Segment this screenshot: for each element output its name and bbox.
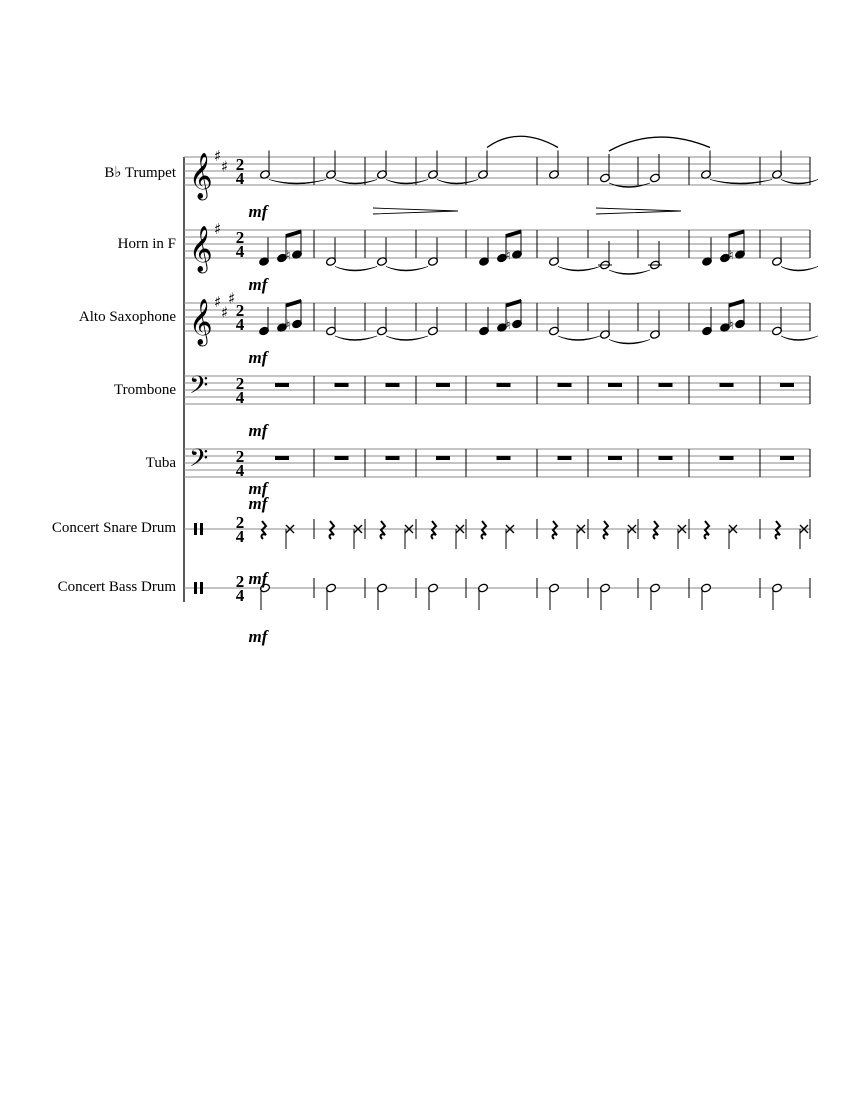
staff-label-trombone: Trombone <box>114 382 176 398</box>
quarter-rest-icon <box>553 521 557 539</box>
staff-label-snare-drum: Concert Snare Drum <box>51 520 176 536</box>
whole-rest-icon <box>659 383 673 387</box>
key-sharp-icon: ♯ <box>214 293 222 311</box>
tie <box>335 336 377 341</box>
whole-rest-icon <box>436 456 450 460</box>
dynamic-mf: mf <box>248 627 268 646</box>
whole-rest-icon <box>275 383 289 387</box>
whole-rest-icon <box>780 383 794 387</box>
dynamic-mf: mf <box>248 569 268 588</box>
time-signature-denominator: 4 <box>235 315 245 334</box>
eighth-beam <box>506 299 521 308</box>
dynamic-mf: mf <box>248 348 268 367</box>
quarter-rest-icon <box>330 521 334 539</box>
bass-clef-icon: 𝄢 <box>189 444 209 479</box>
quarter-rest-icon <box>604 521 608 539</box>
whole-rest-icon <box>386 456 400 460</box>
eighth-beam <box>286 299 301 308</box>
staff-label-horn: Horn in F <box>117 236 176 252</box>
tie <box>609 270 650 275</box>
tie <box>335 180 377 185</box>
natural-accidental-icon: ♮ <box>729 248 734 264</box>
key-sharp-icon: ♯ <box>214 220 222 238</box>
percussion-clef-icon <box>200 523 203 535</box>
dynamic-mf: mf <box>248 479 268 498</box>
bass-clef-icon: 𝄢 <box>189 371 209 406</box>
whole-rest-icon <box>608 456 622 460</box>
tie <box>437 180 478 185</box>
natural-accidental-icon: ♮ <box>729 318 734 333</box>
tie <box>781 267 818 272</box>
percussion-clef-icon <box>200 582 203 594</box>
whole-rest-icon <box>558 456 572 460</box>
time-signature-numerator: 2 <box>235 374 245 393</box>
tie <box>781 336 818 341</box>
quarter-rest-icon <box>776 521 780 539</box>
time-signature-denominator: 4 <box>235 527 245 546</box>
quarter-rest-icon <box>482 521 486 539</box>
dynamic-mf: mf <box>248 494 268 513</box>
time-signature-denominator: 4 <box>235 242 245 261</box>
time-signature-numerator: 2 <box>235 155 245 174</box>
time-signature-numerator: 2 <box>235 228 245 247</box>
staff-label-alto-sax: Alto Saxophone <box>78 309 176 325</box>
time-signature-denominator: 4 <box>235 388 245 407</box>
quarter-rest-icon <box>432 521 436 539</box>
tie <box>558 336 600 341</box>
time-signature-denominator: 4 <box>235 586 245 605</box>
tie <box>558 267 600 272</box>
whole-rest-icon <box>335 456 349 460</box>
time-signature-numerator: 2 <box>235 447 245 466</box>
tie <box>710 180 772 185</box>
natural-accidental-icon: ♮ <box>286 248 291 264</box>
whole-rest-icon <box>780 456 794 460</box>
dynamic-mf: mf <box>248 275 268 294</box>
tie <box>386 267 428 272</box>
time-signature-denominator: 4 <box>235 461 245 480</box>
treble-clef-icon: 𝄞 <box>189 153 213 199</box>
whole-rest-icon <box>275 456 289 460</box>
whole-rest-icon <box>659 456 673 460</box>
slur <box>487 136 558 147</box>
whole-rest-icon <box>720 456 734 460</box>
natural-accidental-icon: ♮ <box>506 248 511 264</box>
percussion-clef-icon <box>194 523 197 535</box>
quarter-rest-icon <box>705 521 709 539</box>
quarter-rest-icon <box>262 521 266 539</box>
whole-rest-icon <box>497 383 511 387</box>
time-signature-numerator: 2 <box>235 513 245 532</box>
tie <box>335 267 377 272</box>
whole-rest-icon <box>720 383 734 387</box>
tie <box>386 180 428 185</box>
tie <box>609 340 650 345</box>
staff-label-trumpet: B♭ Trumpet <box>104 165 176 181</box>
whole-rest-icon <box>608 383 622 387</box>
whole-rest-icon <box>436 383 450 387</box>
tie <box>269 180 326 185</box>
time-signature-numerator: 2 <box>235 572 245 591</box>
quarter-rest-icon <box>654 521 658 539</box>
natural-accidental-icon: ♮ <box>506 318 511 333</box>
tie <box>386 336 428 341</box>
key-sharp-icon: ♯ <box>221 303 229 322</box>
whole-rest-icon <box>558 383 572 387</box>
whole-rest-icon <box>386 383 400 387</box>
treble-clef-icon: 𝄞 <box>189 226 213 272</box>
slur <box>609 137 710 151</box>
key-sharp-icon: ♯ <box>221 157 229 176</box>
key-sharp-icon: ♯ <box>214 147 222 165</box>
whole-rest-icon <box>497 456 511 460</box>
staff-label-bass-drum: Concert Bass Drum <box>57 579 176 595</box>
tie <box>781 180 818 185</box>
decrescendo-hairpin <box>373 208 458 214</box>
natural-accidental-icon: ♮ <box>286 318 291 333</box>
quarter-rest-icon <box>381 521 385 539</box>
dynamic-mf: mf <box>248 202 268 221</box>
decrescendo-hairpin <box>596 208 681 214</box>
whole-rest-icon <box>335 383 349 387</box>
staff-label-tuba: Tuba <box>145 455 176 471</box>
dynamic-mf: mf <box>248 421 268 440</box>
time-signature-numerator: 2 <box>235 301 245 320</box>
time-signature-denominator: 4 <box>235 169 245 188</box>
key-sharp-icon: ♯ <box>228 289 236 308</box>
eighth-beam <box>729 299 744 308</box>
percussion-clef-icon <box>194 582 197 594</box>
treble-clef-icon: 𝄞 <box>189 299 213 345</box>
